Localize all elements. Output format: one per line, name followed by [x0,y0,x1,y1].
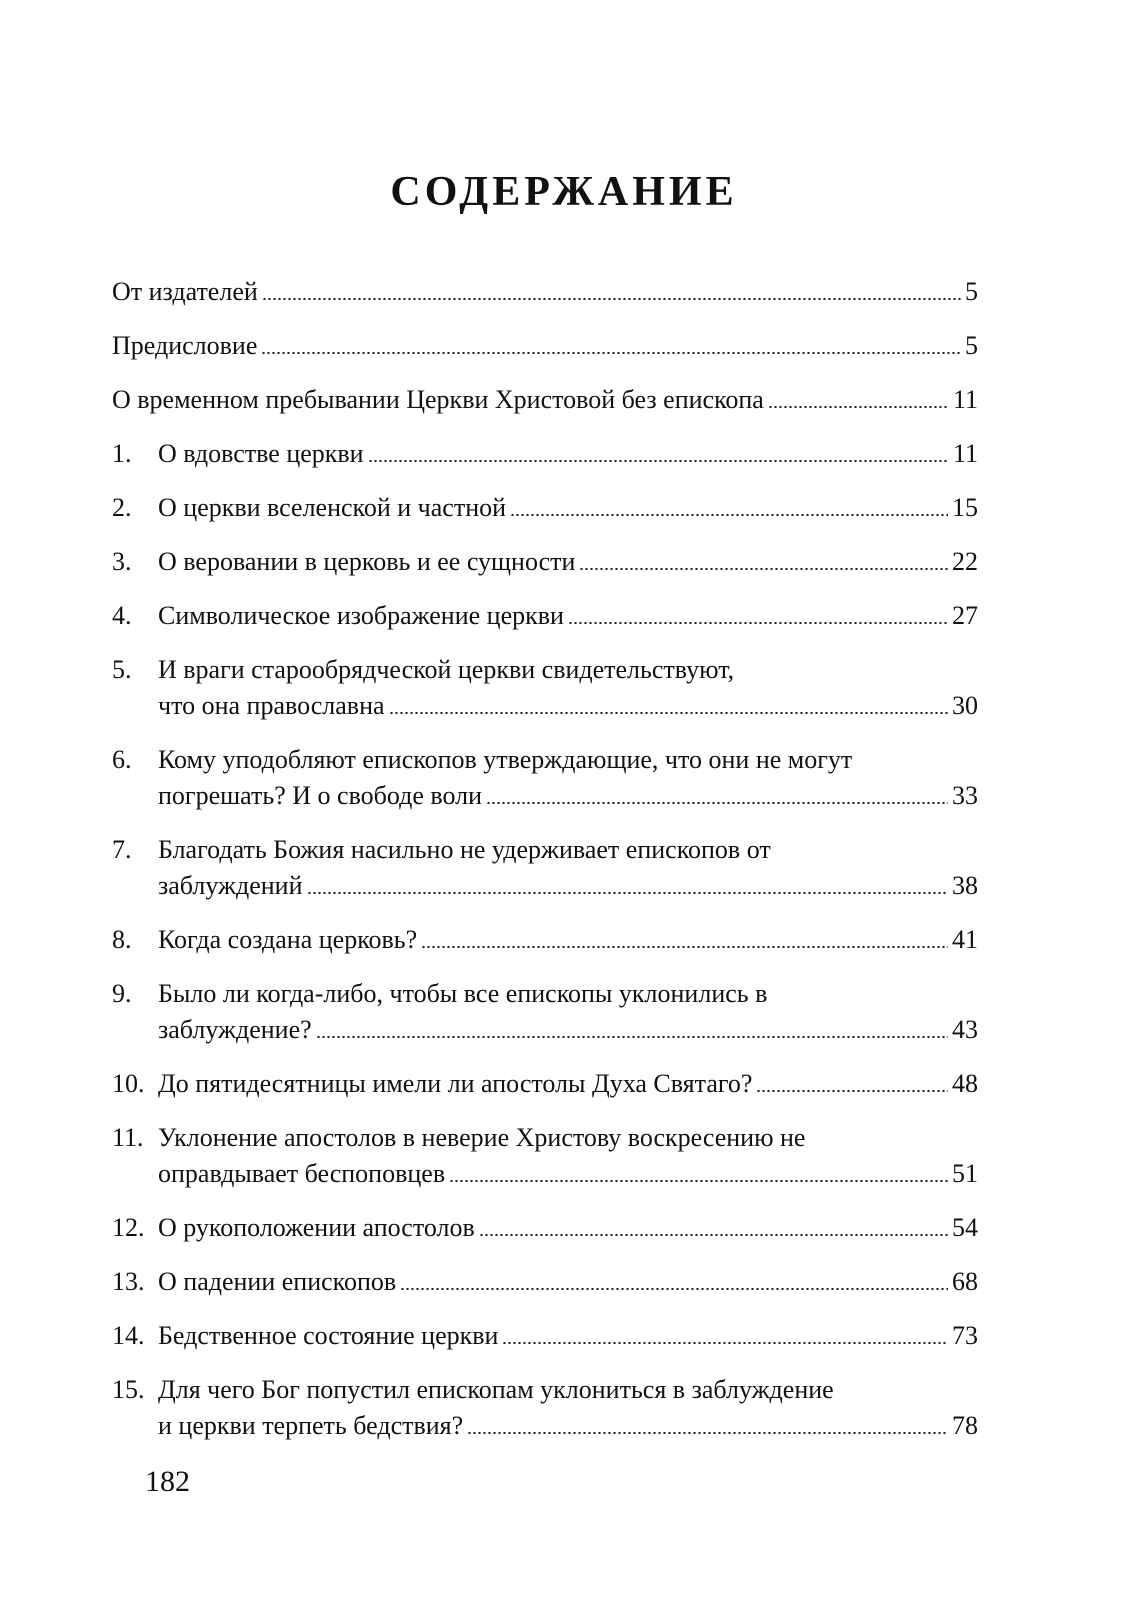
toc-entry-title-line: заблуждений [158,871,303,900]
toc-entry-last-line [112,274,978,310]
dot-leader [486,801,948,805]
toc-entry [112,742,978,814]
dot-leader [421,945,948,949]
dot-leader [756,1089,948,1093]
toc-entry-title-line: Для чего Бог попустил епископам уклониться в заблуждение [158,1375,834,1404]
toc-entry-number: 15. [112,1375,145,1404]
toc-entry-number: 1. [112,439,132,468]
toc-entry-last-line [112,382,978,418]
toc-entry-title-line: оправдывает беспоповцев [158,1159,446,1188]
toc-entry [112,1210,978,1246]
table-of-contents [112,274,978,1462]
toc-entry-body [112,652,978,724]
toc-entry [112,1066,978,1102]
toc-entry [112,382,978,418]
toc-entry-title-line: Кому уподобляют епископов утверждающие, что они не могут [158,745,853,774]
toc-entry-title-line: До пятидесятницы имели ли апостолы Духа Святаго? [158,1069,753,1098]
dot-leader [467,1431,948,1435]
toc-entry-title-line: О вдовстве церкви [158,439,364,468]
toc-entry-body [112,328,978,364]
toc-entry-body [112,1120,978,1192]
toc-entry-body [112,598,978,634]
toc-entry-last-line [158,1264,978,1300]
page-title: СОДЕРЖАНИЕ [390,169,738,215]
toc-entry-body [112,436,978,472]
toc-entry-body [112,1210,978,1246]
toc-entry-body [112,976,978,1048]
toc-entry [112,652,978,724]
toc-entry [112,544,978,580]
toc-entry [112,1318,978,1354]
toc-entry-number: 13. [112,1267,145,1296]
toc-entry-page: 38 [952,871,978,900]
toc-entry-page: 15 [952,493,978,522]
toc-entry-page: 30 [952,691,978,720]
toc-entry-last-line [158,1408,978,1444]
dot-leader [400,1287,948,1291]
toc-entry-page: 5 [965,331,978,360]
toc-entry-title-line: О веровании в церковь и ее сущности [158,547,576,576]
toc-entry-last-line [158,868,978,904]
toc-entry-title-line: Предисловие [112,331,258,360]
toc-entry [112,490,978,526]
toc-entry-page: 73 [952,1321,978,1350]
toc-entry-body [112,1372,978,1444]
toc-entry-body [112,1264,978,1300]
dot-leader [389,711,948,715]
toc-entry-page: 22 [952,547,978,576]
toc-entry-number: 2. [112,493,132,522]
toc-entry-last-line [158,1318,978,1354]
page-number: 182 [145,1465,190,1498]
toc-entry-title-line: погрешать? И о свободе воли [158,781,483,810]
toc-entry-title-line: Бедственное состояние церкви [158,1321,499,1350]
toc-entry-body [112,1318,978,1354]
toc-entry [112,1120,978,1192]
toc-entry-body [112,922,978,958]
dot-leader [449,1179,948,1183]
toc-entry-number: 5. [112,655,132,684]
toc-entry-last-line [158,1156,978,1192]
toc-entry [112,832,978,904]
dot-leader [502,1341,948,1345]
toc-entry [112,922,978,958]
dot-leader [368,459,949,463]
toc-entry-last-line [158,490,978,526]
toc-entry-body [112,490,978,526]
toc-entry-title-line: От издателей [112,277,258,306]
toc-entry-page: 11 [952,385,978,414]
toc-entry-body [112,742,978,814]
toc-entry [112,436,978,472]
toc-entry-last-line [112,328,978,364]
toc-entry-number: 7. [112,835,132,864]
toc-entry-number: 6. [112,745,132,774]
toc-entry [112,976,978,1048]
toc-entry-title-line: Благодать Божия насильно не удерживает епископов от [158,835,771,864]
toc-entry-number: 11. [112,1123,144,1152]
toc-entry-title-line: О падении епископов [158,1267,397,1296]
dot-leader [261,351,961,355]
toc-entry-last-line [158,1012,978,1048]
toc-entry-title-line: И враги старообрядческой церкви свидетельствуют, [158,655,735,684]
toc-entry-last-line [158,688,978,724]
toc-entry-page: 33 [952,781,978,810]
toc-entry-page: 78 [952,1411,978,1440]
toc-entry-title-line: Было ли когда-либо, чтобы все епископы уклонились в [158,979,768,1008]
dot-leader [316,1035,948,1039]
toc-entry-number: 9. [112,979,132,1008]
dot-leader [768,405,949,409]
toc-entry [112,598,978,634]
toc-entry-body [112,1066,978,1102]
toc-entry-last-line [158,598,978,634]
toc-entry-page: 27 [952,601,978,630]
toc-entry-title-line: О временном пребывании Церкви Христовой без епископа [112,385,764,414]
toc-entry-number: 10. [112,1069,145,1098]
toc-entry-page: 43 [952,1015,978,1044]
toc-entry-last-line [158,1066,978,1102]
toc-entry [112,274,978,310]
toc-entry-body [112,274,978,310]
toc-entry [112,1264,978,1300]
toc-entry-page: 51 [952,1159,978,1188]
toc-entry-page: 54 [952,1213,978,1242]
toc-entry-last-line [158,544,978,580]
toc-entry-page: 68 [952,1267,978,1296]
toc-entry-title-line: О церкви вселенской и частной [158,493,507,522]
dot-leader [479,1233,948,1237]
toc-entry-page: 11 [952,439,978,468]
toc-entry-last-line [158,778,978,814]
toc-entry-number: 3. [112,547,132,576]
toc-entry-last-line [158,1210,978,1246]
toc-entry-last-line [158,436,978,472]
toc-entry-number: 8. [112,925,132,954]
toc-entry-title-line: Уклонение апостолов в неверие Христову воскресению не [158,1123,806,1152]
toc-entry-body [112,382,978,418]
toc-entry-body [112,544,978,580]
dot-leader [307,891,949,895]
toc-entry-body [112,832,978,904]
dot-leader [262,297,961,301]
toc-entry-page: 48 [952,1069,978,1098]
dot-leader [579,567,948,571]
toc-entry-page: 41 [952,925,978,954]
dot-leader [510,513,948,517]
toc-entry-title-line: О рукоположении апостолов [158,1213,475,1242]
toc-entry [112,1372,978,1444]
dot-leader [568,621,948,625]
toc-entry [112,328,978,364]
toc-entry-last-line [158,922,978,958]
toc-entry-number: 12. [112,1213,145,1242]
toc-entry-title-line: и церкви терпеть бедствия? [158,1411,464,1440]
toc-entry-title-line: заблуждение? [158,1015,312,1044]
toc-entry-number: 4. [112,601,132,630]
toc-entry-number: 14. [112,1321,145,1350]
toc-entry-title-line: что она православна [158,691,385,720]
toc-entry-title-line: Когда создана церковь? [158,925,418,954]
toc-entry-title-line: Символическое изображение церкви [158,601,564,630]
toc-entry-page: 5 [965,277,978,306]
